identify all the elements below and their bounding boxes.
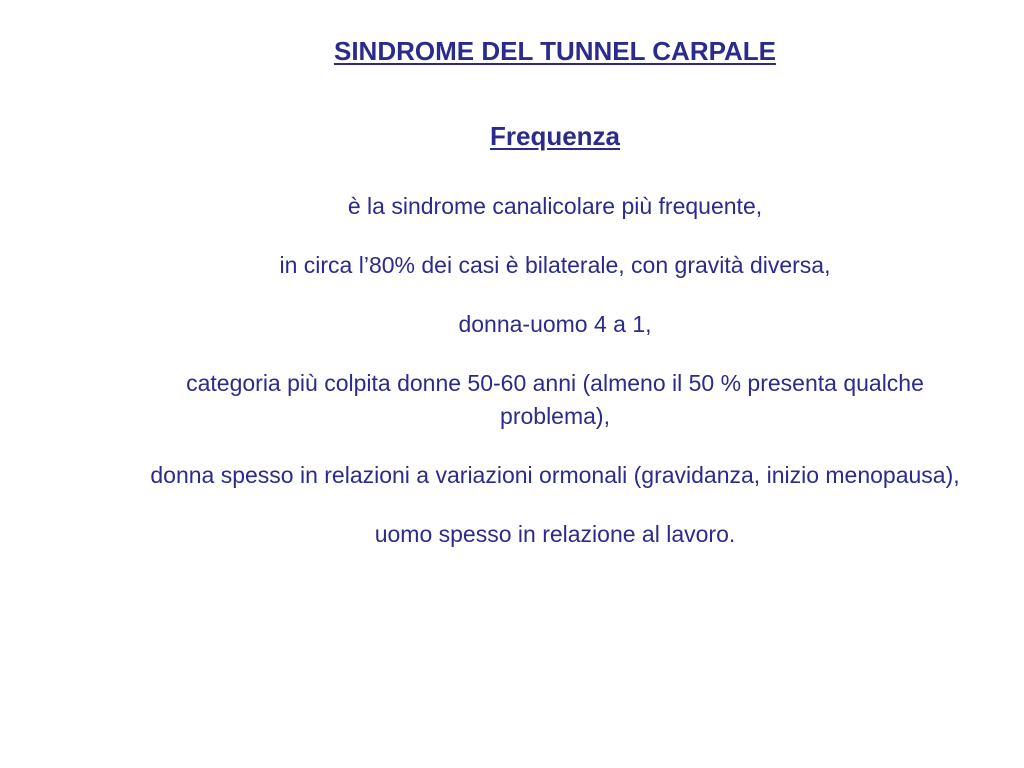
paragraph-5: donna spesso in relazioni a variazioni ormonali (gravidanza, inizio menopausa), [150,462,960,488]
paragraph-3: donna-uomo 4 a 1, [458,311,652,337]
paragraph-4: categoria più colpita donne 50-60 anni (almeno il 50 % presenta qualche problema), [186,370,924,429]
paragraph-1: è la sindrome canalicolare più frequente, [347,193,763,219]
paragraph-6: uomo spesso in relazione al lavoro. [374,521,736,547]
body-text [140,190,970,551]
paragraph-2: in circa l’80% dei casi è bilaterale, con gravità diversa, [279,252,831,278]
slide-title: SINDROME DEL TUNNEL CARPALE [333,36,777,66]
section-heading: Frequenza [489,121,621,151]
